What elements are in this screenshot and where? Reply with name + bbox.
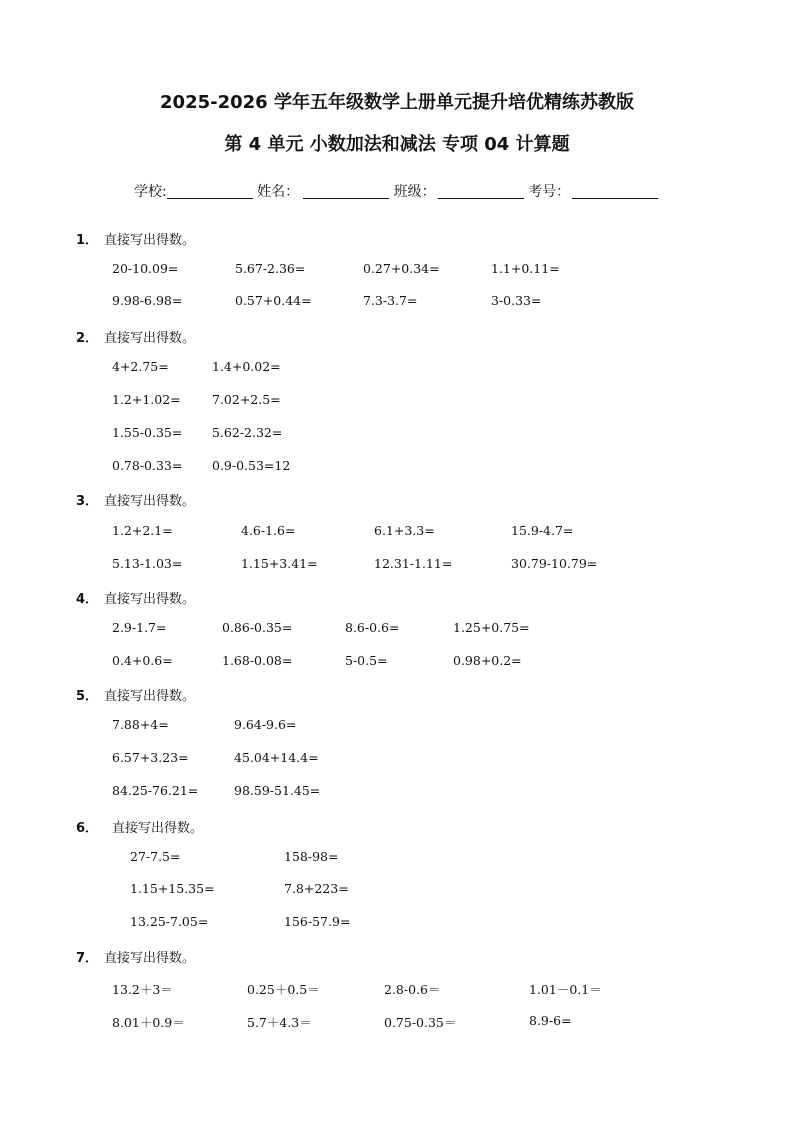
calculation-item: 5.62-2.32=	[212, 425, 283, 440]
calculation-item: 1.2+1.02=	[112, 392, 181, 407]
question-number: 5．	[76, 689, 99, 704]
calculation-item: 1.1+0.11=	[491, 261, 560, 276]
calculation-item: 30.79-10.79=	[511, 556, 598, 571]
page-title: 2025-2026 学年五年级数学上册单元提升培优精练苏教版	[160, 92, 634, 113]
class-field[interactable]	[438, 184, 524, 199]
calculation-item: 84.25-76.21=	[112, 783, 199, 798]
question-instruction: 直接写出得数。	[104, 689, 196, 704]
calculation-item: 9.64-9.6=	[234, 717, 297, 732]
question-heading	[76, 229, 195, 248]
calculation-item: 8.01＋0.9＝	[112, 1015, 185, 1030]
exam-number-label: 考号：	[528, 184, 571, 200]
question-heading	[76, 588, 195, 607]
calculation-item: 27-7.5=	[130, 849, 181, 864]
question-instruction: 直接写出得数。	[104, 331, 196, 346]
calculation-item: 0.98+0.2=	[453, 653, 522, 668]
calculation-item: 6.57+3.23=	[112, 750, 189, 765]
calculation-item: 1.2+2.1=	[112, 523, 173, 538]
student-info-row	[134, 181, 658, 201]
calculation-item: 156-57.9=	[284, 914, 351, 929]
question-number: 4．	[76, 592, 99, 607]
calculation-item: 45.04+14.4=	[234, 750, 319, 765]
question-heading	[76, 817, 203, 836]
calculation-item: 98.59-51.45=	[234, 783, 321, 798]
name-label: 姓名：	[257, 184, 300, 200]
calculation-item: 0.86-0.35=	[222, 620, 293, 635]
calculation-item: 0.25＋0.5＝	[247, 982, 320, 997]
school-label: 学校:	[134, 184, 167, 200]
exam-number-field[interactable]	[572, 184, 658, 199]
calculation-item: 7.02+2.5=	[212, 392, 281, 407]
page-subtitle: 第 4 单元 小数加法和减法 专项 04 计算题	[224, 134, 570, 155]
question-instruction: 直接写出得数。	[104, 951, 196, 966]
calculation-item: 5.67-2.36=	[235, 261, 306, 276]
question-number: 7．	[76, 951, 99, 966]
calculation-item: 0.78-0.33=	[112, 458, 183, 473]
calculation-item: 7.88+4=	[112, 717, 169, 732]
calculation-item: 6.1+3.3=	[374, 523, 435, 538]
calculation-item: 1.15+3.41=	[241, 556, 318, 571]
calculation-item: 0.27+0.34=	[363, 261, 440, 276]
question-number: 3．	[76, 494, 99, 509]
name-field[interactable]	[303, 184, 389, 199]
calculation-item: 8.9-6=	[529, 1013, 572, 1028]
calculation-item: 7.3-3.7=	[363, 293, 418, 308]
calculation-item: 158-98=	[284, 849, 339, 864]
calculation-item: 5-0.5=	[345, 653, 388, 668]
calculation-item: 3-0.33=	[491, 293, 542, 308]
question-heading	[76, 490, 195, 509]
question-instruction: 直接写出得数。	[104, 233, 196, 248]
calculation-item: 5.7＋4.3＝	[247, 1015, 312, 1030]
calculation-item: 9.98-6.98=	[112, 293, 183, 308]
calculation-item: 2.9-1.7=	[112, 620, 167, 635]
calculation-item: 13.2＋3＝	[112, 982, 173, 997]
calculation-item: 0.9-0.53=12	[212, 458, 291, 473]
calculation-item: 8.6-0.6=	[345, 620, 400, 635]
calculation-item: 15.9-4.7=	[511, 523, 574, 538]
calculation-item: 0.75-0.35＝	[384, 1015, 457, 1030]
calculation-item: 20-10.09=	[112, 261, 179, 276]
calculation-item: 0.57+0.44=	[235, 293, 312, 308]
calculation-item: 13.25-7.05=	[130, 914, 209, 929]
calculation-item: 1.4+0.02=	[212, 359, 281, 374]
question-instruction: 直接写出得数。	[104, 494, 196, 509]
calculation-item: 1.25+0.75=	[453, 620, 530, 635]
school-field[interactable]	[167, 184, 253, 199]
question-heading	[76, 327, 195, 346]
question-heading	[76, 947, 195, 966]
calculation-item: 12.31-1.11=	[374, 556, 453, 571]
question-number: 1．	[76, 233, 99, 248]
calculation-item: 4+2.75=	[112, 359, 169, 374]
question-instruction: 直接写出得数。	[112, 821, 204, 836]
question-instruction: 直接写出得数。	[104, 592, 196, 607]
calculation-item: 1.15+15.35=	[130, 881, 215, 896]
calculation-item: 7.8+223=	[284, 881, 349, 896]
class-label: 班级：	[393, 184, 436, 200]
calculation-item: 5.13-1.03=	[112, 556, 183, 571]
question-number: 6．	[76, 821, 99, 836]
calculation-item: 1.68-0.08=	[222, 653, 293, 668]
question-number: 2．	[76, 331, 99, 346]
calculation-item: 4.6-1.6=	[241, 523, 296, 538]
calculation-item: 2.8-0.6＝	[384, 982, 441, 997]
calculation-item: 1.01－0.1＝	[529, 982, 602, 997]
question-heading	[76, 685, 195, 704]
calculation-item: 1.55-0.35=	[112, 425, 183, 440]
calculation-item: 0.4+0.6=	[112, 653, 173, 668]
